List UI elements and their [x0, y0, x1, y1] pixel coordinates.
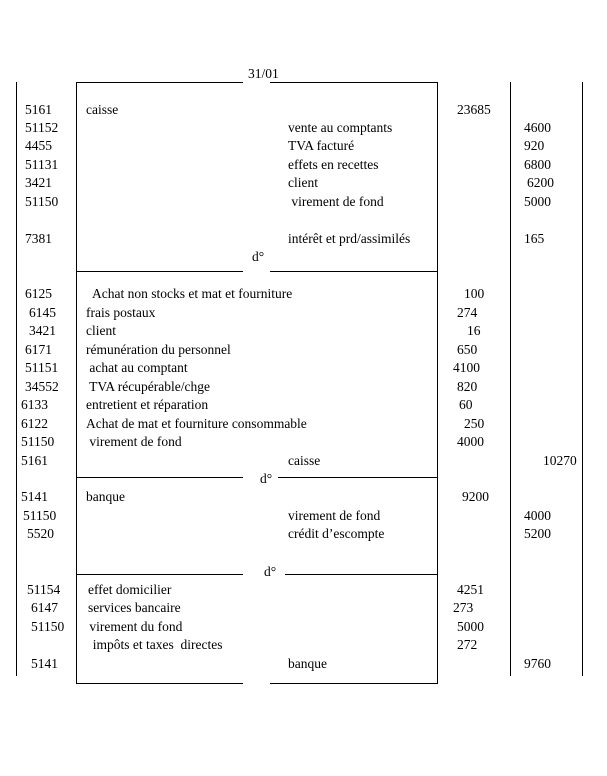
bottom-line-left [76, 683, 243, 684]
debit-label: caisse [86, 102, 119, 117]
section2-separator-line-left [76, 271, 243, 272]
credit-amount: 4000 [524, 508, 551, 523]
account-number: 51150 [31, 619, 65, 634]
left-border-line [16, 82, 17, 676]
debit-label: Achat non stocks et mat et fourniture [86, 286, 293, 301]
label-column-right-line [437, 82, 438, 684]
debit-amount: 23685 [457, 102, 491, 117]
section4-separator-line-right [285, 574, 437, 575]
credit-amount: 6800 [524, 157, 551, 172]
section3-separator-line-left [76, 477, 243, 478]
credit-label: virement de fond [288, 508, 381, 523]
debit-label: TVA récupérable/chge [86, 379, 210, 394]
credit-label: caisse [288, 453, 321, 468]
credit-label: client [288, 175, 318, 190]
account-number: 4455 [25, 138, 52, 153]
credit-amount: 5000 [524, 194, 551, 209]
account-number: 51150 [21, 434, 55, 449]
account-number: 6171 [25, 342, 52, 357]
account-number: 5520 [27, 526, 54, 541]
debit-label: rémunération du personnel [86, 342, 231, 357]
section-separator: d° [260, 471, 273, 486]
debit-column-right-line [510, 82, 511, 676]
account-number: 6133 [21, 397, 48, 412]
credit-amount: 4600 [524, 120, 551, 135]
debit-label: impôts et taxes directes [86, 637, 223, 652]
credit-label: effets en recettes [288, 157, 379, 172]
account-number: 5141 [21, 489, 48, 504]
account-number: 5141 [31, 656, 58, 671]
account-number: 51151 [25, 360, 59, 375]
account-number: 51150 [23, 508, 57, 523]
credit-label: banque [288, 656, 327, 671]
right-border-line [582, 82, 583, 676]
debit-amount: 9200 [462, 489, 489, 504]
debit-amount: 274 [457, 305, 478, 320]
debit-amount: 250 [464, 416, 485, 431]
section-separator: d° [264, 564, 277, 579]
section2-separator-line-right [270, 271, 437, 272]
debit-label: virement du fond [86, 619, 183, 634]
credit-label: TVA facturé [288, 138, 355, 153]
debit-label: entretient et réparation [86, 397, 209, 412]
debit-amount: 4251 [457, 582, 484, 597]
label-column-left-line [76, 82, 77, 684]
bottom-line-right [270, 683, 437, 684]
debit-amount: 272 [457, 637, 478, 652]
debit-label: achat au comptant [86, 360, 188, 375]
debit-label: virement de fond [86, 434, 182, 449]
credit-label: intérêt et prd/assimilés [288, 231, 411, 246]
account-number: 51154 [27, 582, 61, 597]
account-number: 6145 [29, 305, 56, 320]
debit-amount: 650 [457, 342, 478, 357]
credit-amount: 9760 [524, 656, 551, 671]
account-number: 51150 [25, 194, 59, 209]
credit-amount: 10270 [543, 453, 577, 468]
account-number: 51152 [25, 120, 59, 135]
header-separator-line-left [76, 82, 243, 83]
account-number: 3421 [29, 323, 56, 338]
credit-amount: 6200 [527, 175, 554, 190]
debit-amount: 5000 [457, 619, 484, 634]
account-number: 5161 [21, 453, 48, 468]
debit-amount: 4000 [457, 434, 484, 449]
account-number: 6122 [21, 416, 48, 431]
journal-date: 31/01 [248, 66, 279, 81]
debit-label: services bancaire [88, 600, 181, 615]
credit-amount: 5200 [524, 526, 551, 541]
header-separator-line-right [270, 82, 437, 83]
debit-amount: 16 [467, 323, 481, 338]
account-number: 7381 [25, 231, 52, 246]
debit-amount: 273 [453, 600, 474, 615]
debit-label: frais postaux [86, 305, 156, 320]
credit-amount: 920 [524, 138, 545, 153]
account-number: 34552 [25, 379, 59, 394]
section-separator: d° [252, 249, 265, 264]
debit-amount: 100 [464, 286, 485, 301]
account-number: 51131 [25, 157, 59, 172]
account-number: 5161 [25, 102, 52, 117]
debit-label: effet domicilier [88, 582, 172, 597]
section4-separator-line-left [76, 574, 243, 575]
credit-label: virement de fond [288, 194, 384, 209]
credit-label: crédit d’escompte [288, 526, 385, 541]
debit-label: banque [86, 489, 125, 504]
debit-amount: 820 [457, 379, 478, 394]
debit-label: client [86, 323, 116, 338]
debit-amount: 60 [459, 397, 473, 412]
debit-amount: 4100 [453, 360, 480, 375]
debit-label: Achat de mat et fourniture consommable [86, 416, 307, 431]
credit-amount: 165 [524, 231, 545, 246]
account-number: 6125 [25, 286, 52, 301]
credit-label: vente au comptants [288, 120, 393, 135]
account-number: 3421 [25, 175, 52, 190]
account-number: 6147 [31, 600, 58, 615]
section3-separator-line-right [278, 477, 437, 478]
